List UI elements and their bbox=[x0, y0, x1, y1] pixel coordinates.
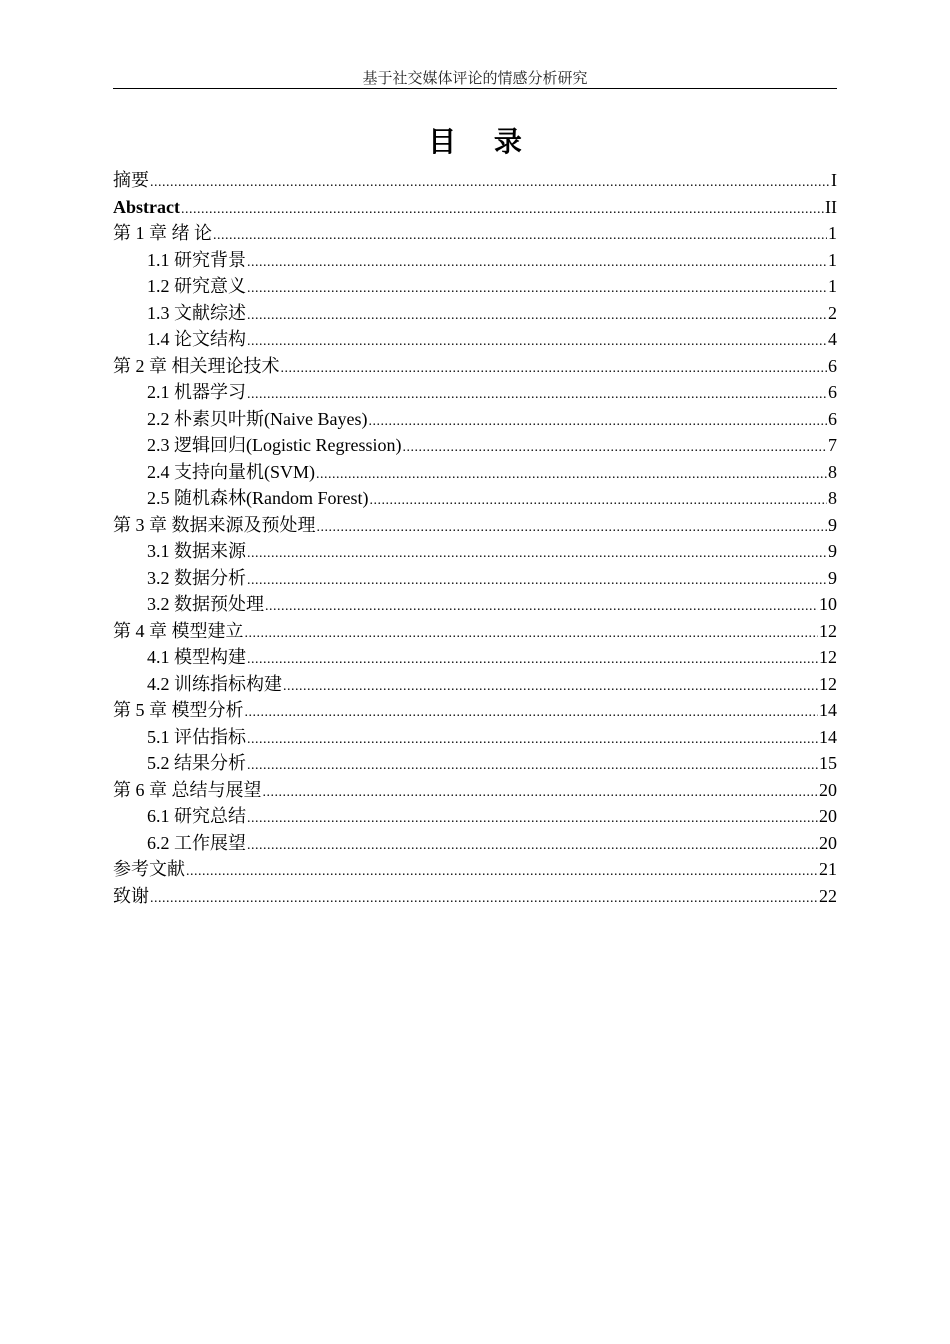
toc-section-entry[interactable] bbox=[113, 803, 837, 830]
toc-dot-leader bbox=[247, 382, 827, 406]
toc-entry-label: Abstract bbox=[113, 196, 180, 217]
toc-section-entry[interactable] bbox=[113, 379, 837, 406]
toc-page-number: 12 bbox=[819, 647, 837, 667]
toc-dot-leader bbox=[247, 806, 818, 830]
toc-entry-label: 2.4 支持向量机(SVM) bbox=[147, 461, 316, 482]
toc-chapter-entry[interactable] bbox=[113, 777, 837, 804]
toc-page-number: 20 bbox=[819, 832, 837, 853]
toc-entry-label: 6.2 工作展望 bbox=[147, 832, 246, 853]
toc-page-number: 8 bbox=[828, 488, 837, 508]
toc-page-number: 6 bbox=[828, 408, 837, 429]
toc-page-number: 6 bbox=[828, 355, 837, 376]
toc-entry-label: 参考文献 bbox=[113, 859, 185, 879]
toc-section-entry[interactable] bbox=[113, 273, 837, 300]
toc-entry-label: 3.2 数据预处理 bbox=[147, 594, 264, 614]
toc-section-entry[interactable] bbox=[113, 406, 837, 433]
toc-entry-label: 1.1 研究背景 bbox=[147, 249, 246, 270]
toc-section-entry[interactable] bbox=[113, 830, 837, 857]
toc-dot-leader bbox=[247, 329, 827, 353]
toc-dot-leader bbox=[150, 170, 830, 194]
toc-page-number: 20 bbox=[819, 779, 837, 800]
toc-dot-leader bbox=[402, 435, 827, 459]
toc-page-number: 12 bbox=[819, 620, 837, 641]
toc-page-number: 14 bbox=[819, 700, 837, 720]
toc-dot-leader bbox=[247, 833, 818, 857]
toc-page-number: 22 bbox=[819, 885, 837, 906]
toc-entry-label: 第 6 章 总结与展望 bbox=[113, 779, 262, 800]
toc-entry-label: 5.2 结果分析 bbox=[147, 753, 246, 773]
toc-entry-label: 3.2 数据分析 bbox=[147, 567, 246, 588]
toc-dot-leader bbox=[368, 409, 827, 433]
toc-chapter-entry[interactable] bbox=[113, 697, 837, 724]
toc-entry-label: 1.3 文献综述 bbox=[147, 302, 246, 323]
toc-entry-label: 第 4 章 模型建立 bbox=[113, 620, 244, 641]
toc-dot-leader bbox=[317, 515, 828, 539]
toc-entry-label: 2.5 随机森林(Random Forest) bbox=[147, 488, 369, 508]
toc-entry-label: 5.1 评估指标 bbox=[147, 726, 246, 747]
toc-chapter-entry[interactable] bbox=[113, 194, 837, 221]
toc-dot-leader bbox=[281, 356, 828, 380]
toc-section-entry[interactable] bbox=[113, 247, 837, 274]
toc-page-number: 6 bbox=[828, 382, 837, 402]
toc-page-number: II bbox=[825, 196, 837, 217]
toc-chapter-entry[interactable] bbox=[113, 512, 837, 539]
toc-dot-leader bbox=[150, 886, 818, 910]
toc-section-entry[interactable] bbox=[113, 432, 837, 459]
toc-dot-leader bbox=[247, 568, 827, 592]
toc-entry-label: 致谢 bbox=[113, 885, 149, 906]
toc-page-number: 10 bbox=[819, 594, 837, 614]
toc-chapter-entry[interactable] bbox=[113, 618, 837, 645]
toc-chapter-entry[interactable] bbox=[113, 883, 837, 910]
toc-entry-label: 2.1 机器学习 bbox=[147, 382, 246, 402]
running-header: 基于社交媒体评论的情感分析研究 bbox=[113, 68, 837, 89]
toc-dot-leader bbox=[247, 250, 827, 274]
toc-page-number: 1 bbox=[828, 223, 837, 243]
toc-chapter-entry[interactable] bbox=[113, 220, 837, 247]
toc-entry-label: 第 5 章 模型分析 bbox=[113, 700, 244, 720]
toc-section-entry[interactable] bbox=[113, 538, 837, 565]
toc-section-entry[interactable] bbox=[113, 671, 837, 698]
toc-entry-label: 4.1 模型构建 bbox=[147, 647, 246, 667]
toc-chapter-entry[interactable] bbox=[113, 353, 837, 380]
toc-page-number: 2 bbox=[828, 302, 837, 323]
toc-section-entry[interactable] bbox=[113, 565, 837, 592]
toc-page-number: 1 bbox=[828, 276, 837, 296]
toc-section-entry[interactable] bbox=[113, 326, 837, 353]
toc-dot-leader bbox=[283, 674, 818, 698]
toc-dot-leader bbox=[265, 594, 818, 618]
toc-dot-leader bbox=[247, 276, 827, 300]
toc-page-number: 15 bbox=[819, 753, 837, 773]
toc-dot-leader bbox=[316, 462, 827, 486]
toc-page-number: 9 bbox=[828, 541, 837, 561]
toc-entry-label: 4.2 训练指标构建 bbox=[147, 673, 282, 694]
toc-dot-leader bbox=[213, 223, 827, 247]
toc-page-number: 1 bbox=[828, 249, 837, 270]
toc-page-number: 21 bbox=[819, 859, 837, 879]
toc-entry-label: 2.3 逻辑回归(Logistic Regression) bbox=[147, 435, 402, 455]
toc-dot-leader bbox=[247, 303, 827, 327]
toc-dot-leader bbox=[247, 541, 827, 565]
toc-dot-leader bbox=[247, 727, 818, 751]
toc-entry-label: 第 3 章 数据来源及预处理 bbox=[113, 514, 316, 535]
toc-entry-label: 6.1 研究总结 bbox=[147, 806, 246, 826]
toc-page-number: 9 bbox=[828, 567, 837, 588]
toc-entry-label: 2.2 朴素贝叶斯(Naive Bayes) bbox=[147, 408, 368, 429]
toc-section-entry[interactable] bbox=[113, 644, 837, 671]
toc-entry-label: 3.1 数据来源 bbox=[147, 541, 246, 561]
toc-chapter-entry[interactable] bbox=[113, 167, 837, 194]
toc-chapter-entry[interactable] bbox=[113, 856, 837, 883]
toc-section-entry[interactable] bbox=[113, 591, 837, 618]
toc-section-entry[interactable] bbox=[113, 485, 837, 512]
toc-section-entry[interactable] bbox=[113, 724, 837, 751]
toc-dot-leader bbox=[263, 780, 819, 804]
toc-dot-leader bbox=[181, 197, 824, 221]
toc-dot-leader bbox=[245, 700, 819, 724]
toc-page-number: 4 bbox=[828, 329, 837, 349]
toc-section-entry[interactable] bbox=[113, 750, 837, 777]
toc-dot-leader bbox=[369, 488, 827, 512]
toc-section-entry[interactable] bbox=[113, 300, 837, 327]
toc-dot-leader bbox=[186, 859, 818, 883]
toc-page-number: 7 bbox=[828, 435, 837, 455]
toc-list bbox=[113, 167, 837, 909]
toc-section-entry[interactable] bbox=[113, 459, 837, 486]
toc-page-number: I bbox=[831, 170, 837, 190]
toc-page-number: 9 bbox=[828, 514, 837, 535]
toc-page-number: 8 bbox=[828, 461, 837, 482]
toc-page-number: 20 bbox=[819, 806, 837, 826]
toc-dot-leader bbox=[247, 753, 818, 777]
toc-entry-label: 1.4 论文结构 bbox=[147, 329, 246, 349]
toc-dot-leader bbox=[245, 621, 819, 645]
toc-entry-label: 1.2 研究意义 bbox=[147, 276, 246, 296]
toc-entry-label: 摘要 bbox=[113, 170, 149, 190]
toc-dot-leader bbox=[247, 647, 818, 671]
toc-page-number: 14 bbox=[819, 726, 837, 747]
toc-entry-label: 第 2 章 相关理论技术 bbox=[113, 355, 280, 376]
toc-page-number: 12 bbox=[819, 673, 837, 694]
toc-title: 目 录 bbox=[428, 125, 536, 158]
toc-entry-label: 第 1 章 绪 论 bbox=[113, 223, 212, 243]
